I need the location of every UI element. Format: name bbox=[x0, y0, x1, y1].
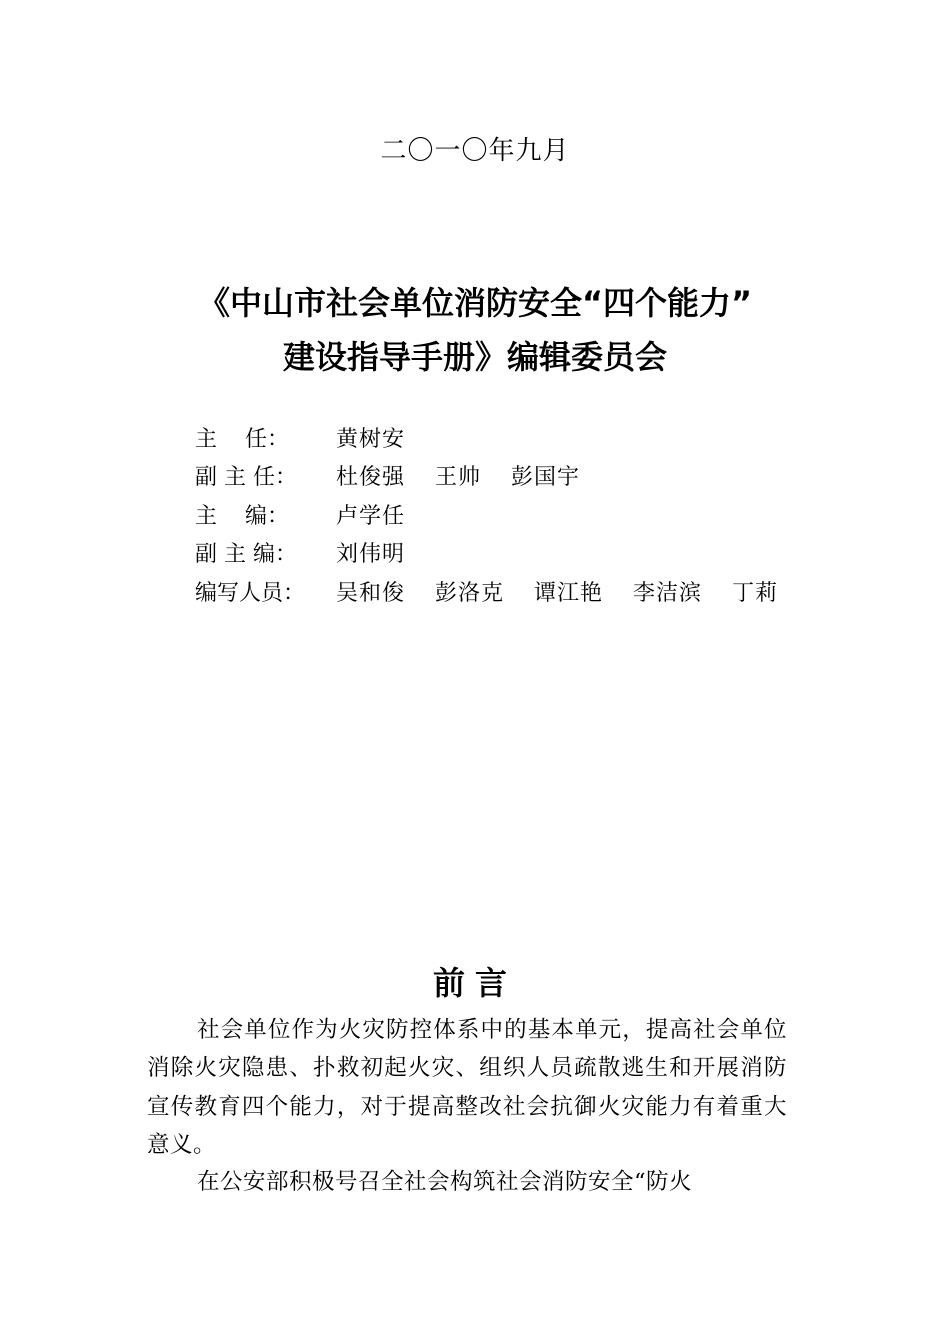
member-name: 黄树安 bbox=[336, 426, 406, 452]
member-name: 李洁滨 bbox=[633, 580, 703, 606]
member-name: 杜俊强 bbox=[336, 465, 406, 491]
committee-title-line-2: 建设指导手册》编辑委员会 bbox=[282, 338, 667, 376]
preface-heading: 前言 bbox=[432, 964, 517, 1002]
preface-paragraph: 在公安部积极号召全社会构筑社会消防安全“防火 bbox=[197, 1169, 693, 1195]
member-name: 吴和俊 bbox=[336, 580, 406, 606]
member-name: 王帅 bbox=[435, 465, 482, 491]
committee-row-director bbox=[195, 418, 895, 457]
member-names bbox=[336, 537, 435, 568]
member-names bbox=[336, 499, 435, 530]
member-name: 卢学任 bbox=[336, 503, 406, 529]
role-label: 副 主 任： bbox=[195, 465, 297, 491]
publication-date: 二〇一〇年九月 bbox=[380, 136, 570, 166]
committee-row-editor-in-chief bbox=[195, 495, 895, 534]
member-name: 谭江艳 bbox=[534, 580, 604, 606]
member-name: 彭洛克 bbox=[435, 580, 505, 606]
committee-row-deputy-director bbox=[195, 457, 895, 496]
committee-list bbox=[195, 418, 895, 611]
preface-paragraph: 社会单位作为火灾防控体系中的基本单元，提高社会单位消除火灾隐患、扑救初起火灾、组织人员疏散逃生和开展消防宣传教育四个能力，对于提高整改社会抗御火灾能力有着重大意义。 bbox=[147, 1017, 787, 1158]
member-names bbox=[336, 422, 435, 453]
member-name: 丁莉 bbox=[732, 580, 779, 606]
member-name: 彭国宇 bbox=[511, 465, 581, 491]
member-names bbox=[336, 576, 808, 607]
member-name: 刘伟明 bbox=[336, 542, 406, 568]
member-names bbox=[336, 460, 610, 491]
role-label: 编写人员： bbox=[195, 580, 306, 606]
role-label: 副 主 编： bbox=[195, 542, 297, 568]
role-label: 主 任： bbox=[195, 426, 289, 452]
role-label: 主 编： bbox=[195, 503, 289, 529]
committee-title-line-1: 《中山市社会单位消防安全“四个能力” bbox=[197, 284, 753, 322]
committee-row-deputy-editor bbox=[195, 534, 895, 573]
committee-row-writers bbox=[195, 572, 895, 611]
